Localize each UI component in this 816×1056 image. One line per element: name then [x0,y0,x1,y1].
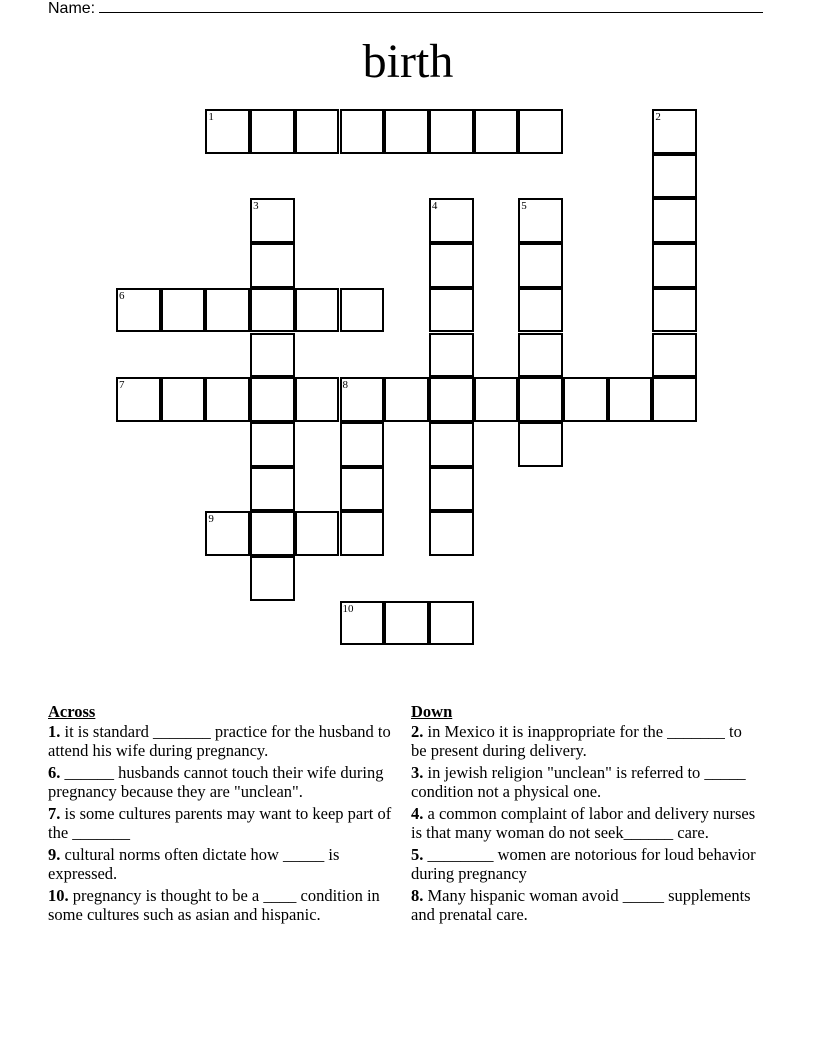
grid-cell[interactable] [518,422,563,467]
grid-cell[interactable] [608,377,653,422]
grid-cell[interactable] [518,288,563,333]
clue-number: 5. [411,845,424,864]
name-line[interactable] [99,0,763,13]
grid-cell[interactable] [250,422,295,467]
grid-cell[interactable] [205,288,250,333]
grid-cell[interactable] [518,377,563,422]
grid-cell[interactable] [250,333,295,378]
clue-text: ______ husbands cannot touch their wife during pregnancy because they are "unclean". [48,763,384,801]
grid-cell[interactable] [384,377,429,422]
grid-cell[interactable] [250,288,295,333]
puzzle-title: birth [362,35,454,88]
down-heading: Down [411,702,453,721]
grid-cell[interactable] [250,511,295,556]
grid-cell[interactable] [652,109,697,154]
cell-number: 4 [431,200,438,213]
grid-cell[interactable] [116,377,161,422]
grid-cell[interactable] [429,422,474,467]
clue-number: 7. [48,804,61,823]
grid-cell[interactable] [429,333,474,378]
clue-text: in Mexico it is inappropriate for the _______ to be present during delivery. [411,722,742,760]
clue-across [48,763,393,801]
cell-number: 9 [208,513,214,526]
grid-cell[interactable] [652,333,697,378]
grid-cell[interactable] [563,377,608,422]
clue-number: 9. [48,845,61,864]
grid-cell[interactable] [340,601,385,646]
clue-text: a common complaint of labor and delivery nurses is that many woman do not seek______ care. [411,804,756,842]
clue-text: Many hispanic woman avoid _____ supplements and prenatal care. [411,886,751,924]
grid-cell[interactable] [340,288,385,333]
grid-cell[interactable] [340,467,385,512]
grid-cell[interactable] [250,377,295,422]
clue-down [411,804,756,842]
grid-cell[interactable] [429,511,474,556]
grid-cell[interactable] [429,288,474,333]
grid-cell[interactable] [652,198,697,243]
clue-down [411,722,756,760]
clue-across [48,886,393,924]
cell-number: 1 [208,111,214,123]
grid-cell[interactable] [250,467,295,512]
clue-down [411,845,756,883]
grid-cell[interactable] [474,109,519,154]
grid-cell[interactable] [474,377,519,422]
clue-across [48,722,393,760]
grid-cell[interactable] [161,377,206,422]
clue-down [411,763,756,801]
grid-cell[interactable] [384,601,429,646]
grid-cell[interactable] [518,198,563,243]
grid-cell[interactable] [518,333,563,378]
name-label: Name: [48,0,96,17]
cell-number: 8 [342,379,348,392]
grid-cell[interactable] [340,422,385,467]
grid-cell[interactable] [429,243,474,288]
grid-cell[interactable] [205,377,250,422]
clue-number: 8. [411,886,424,905]
grid-cell[interactable] [429,109,474,154]
grid-cell[interactable] [518,109,563,154]
grid-cell[interactable] [295,377,340,422]
grid-cell[interactable] [161,288,206,333]
name-field[interactable] [48,0,763,18]
grid-cell[interactable] [340,377,385,422]
grid-cell[interactable] [205,109,250,154]
clue-number: 3. [411,763,424,782]
grid-cell[interactable] [116,288,161,333]
grid-cell[interactable] [384,109,429,154]
cell-number: 3 [253,200,259,213]
grid-cell[interactable] [250,243,295,288]
clue-text: pregnancy is thought to be a ____ condition in some cultures such as asian and hispanic. [48,886,380,924]
grid-cell[interactable] [652,288,697,333]
grid-cell[interactable] [652,243,697,288]
clue-text: cultural norms often dictate how _____ is expressed. [48,845,340,883]
grid-cell[interactable] [250,109,295,154]
grid-cell[interactable] [429,601,474,646]
clue-text: ________ women are notorious for loud behavior during pregnancy [411,845,756,883]
grid-cell[interactable] [250,556,295,601]
across-clues [48,702,393,927]
grid-cell[interactable] [652,377,697,422]
cell-number: 10 [342,602,354,615]
grid-cell[interactable] [340,109,385,154]
cell-number: 7 [119,379,125,392]
clue-text: in jewish religion "unclean" is referred to _____ condition not a physical one. [411,763,746,801]
grid-cell[interactable] [518,243,563,288]
grid-cell[interactable] [295,288,340,333]
clue-number: 4. [411,804,424,823]
grid-cell[interactable] [340,511,385,556]
cell-number: 2 [655,111,661,123]
clue-text: it is standard _______ practice for the husband to attend his wife during pregnancy. [48,722,391,760]
grid-cell[interactable] [429,377,474,422]
grid-cell[interactable] [652,154,697,199]
clue-number: 1. [48,722,61,741]
across-heading: Across [48,702,96,721]
clue-down [411,886,756,924]
clue-number: 6. [48,763,61,782]
cell-number: 5 [521,200,527,213]
clue-number: 10. [48,886,69,905]
grid-cell[interactable] [250,198,295,243]
down-clues [411,702,756,927]
cell-number: 6 [119,289,125,302]
grid-cell[interactable] [205,511,250,556]
grid-cell[interactable] [295,109,340,154]
clue-across [48,845,393,883]
clue-across [48,804,393,842]
clue-number: 2. [411,722,424,741]
grid-cell[interactable] [429,198,474,243]
grid-cell[interactable] [429,467,474,512]
grid-cell[interactable] [295,511,340,556]
clue-text: is some cultures parents may want to keep part of the _______ [48,804,392,842]
